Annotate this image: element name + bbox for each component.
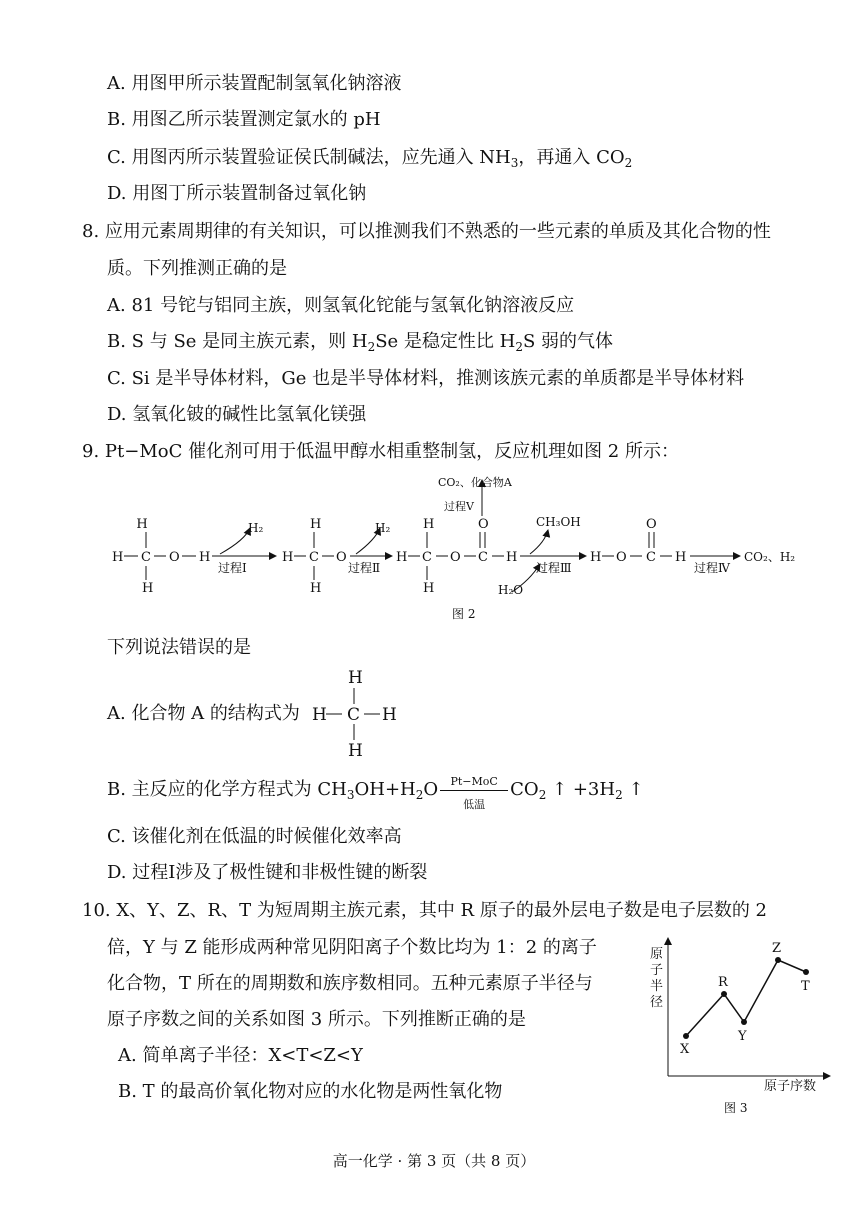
q9-option-b: B. 主反应的化学方程式为 $CH_3OH+H_2O$ Pt−MoC 低温 $CO_2$ ↑ $+3H_2$ ↑ bbox=[107, 775, 644, 811]
q7-option-b: B. 用图乙所示装置测定氯水的 pH bbox=[107, 109, 381, 130]
point-r-label: R bbox=[718, 975, 728, 990]
svg-text:H: H bbox=[396, 550, 408, 565]
q7-option-d: D. 用图丁所示装置制备过氧化钠 bbox=[107, 183, 367, 204]
compound-a-structure bbox=[312, 666, 402, 762]
atomic-radius-chart bbox=[646, 930, 846, 1120]
q9-option-c: C. 该催化剂在低温的时候催化效率高 bbox=[107, 826, 402, 847]
q9-option-a: A. 化合物 A 的结构式为 bbox=[107, 703, 300, 724]
final-product-label: CO₂、H₂ bbox=[744, 550, 796, 564]
svg-text:H: H bbox=[199, 550, 211, 565]
svg-text:半: 半 bbox=[650, 979, 664, 994]
svg-text:H: H bbox=[348, 741, 363, 761]
point-y-label: Y bbox=[738, 1029, 747, 1044]
svg-text:O: O bbox=[336, 550, 347, 565]
methanol-structure bbox=[112, 517, 210, 596]
q9-option-d: D. 过程Ⅰ涉及了极性键和非极性键的断裂 bbox=[107, 862, 428, 883]
svg-text:C: C bbox=[646, 550, 656, 565]
point-z-label: Z bbox=[772, 941, 782, 956]
step4-label: 过程Ⅳ bbox=[694, 561, 730, 575]
h2-label-2: H₂ bbox=[375, 521, 391, 535]
svg-text:H: H bbox=[590, 550, 602, 565]
step3-label: 过程Ⅲ bbox=[536, 561, 572, 575]
q10-option-a: A. 简单离子半径：X<T<Z<Y bbox=[118, 1045, 363, 1066]
svg-text:C: C bbox=[478, 550, 488, 565]
q9-stem: 9. Pt−MoC 催化剂可用于低温甲醇水相重整制氢，反应机理如图 2 所示： bbox=[82, 441, 679, 462]
q9-prompt: 下列说法错误的是 bbox=[107, 637, 251, 658]
figure3-caption: 图 3 bbox=[724, 1101, 748, 1115]
svg-text:H: H bbox=[310, 581, 322, 596]
h2-label-1: H₂ bbox=[248, 521, 264, 535]
step2-label: 过程Ⅱ bbox=[348, 561, 381, 575]
svg-text:H: H bbox=[136, 517, 148, 532]
svg-text:H: H bbox=[142, 581, 154, 596]
q10-stem-line3: 化合物，T 所在的周期数和族序数相同。五种元素原子半径与 bbox=[107, 973, 593, 994]
svg-text:O: O bbox=[169, 550, 180, 565]
point-x-label: X bbox=[680, 1042, 690, 1057]
svg-text:C: C bbox=[422, 550, 432, 565]
reaction-mechanism-diagram bbox=[100, 470, 820, 630]
svg-text:H: H bbox=[348, 668, 363, 688]
q7-option-a: A. 用图甲所示装置配制氢氧化钠溶液 bbox=[107, 73, 402, 94]
svg-text:原: 原 bbox=[650, 947, 664, 962]
q10-option-b: B. T 的最高价氧化物对应的水化物是两性氧化物 bbox=[118, 1081, 503, 1102]
q8-option-d: D. 氢氧化铍的碱性比氢氧化镁强 bbox=[107, 404, 367, 425]
q8-stem-line2: 质。下列推测正确的是 bbox=[107, 258, 287, 279]
svg-text:O: O bbox=[478, 517, 489, 532]
svg-text:径: 径 bbox=[650, 995, 664, 1010]
h2o-label: H₂O bbox=[498, 583, 524, 597]
svg-text:H: H bbox=[282, 550, 294, 565]
q8-option-a: A. 81 号铊与铝同主族，则氢氧化铊能与氢氧化钠溶液反应 bbox=[107, 295, 575, 316]
figure2-caption: 图 2 bbox=[452, 607, 476, 621]
top-product-label: CO₂、化合物A bbox=[438, 476, 512, 489]
svg-text:O: O bbox=[646, 517, 657, 532]
svg-text:H: H bbox=[506, 550, 518, 565]
point-t-label: T bbox=[801, 979, 810, 994]
svg-text:H: H bbox=[312, 705, 327, 725]
svg-text:H: H bbox=[310, 517, 322, 532]
svg-text:H: H bbox=[382, 705, 397, 725]
svg-text:子: 子 bbox=[650, 963, 664, 978]
svg-text:H: H bbox=[112, 550, 124, 565]
svg-text:C: C bbox=[347, 705, 361, 725]
y-axis-label bbox=[650, 947, 663, 1010]
svg-text:H: H bbox=[423, 517, 435, 532]
svg-text:C: C bbox=[141, 550, 151, 565]
x-axis-label: 原子序数 bbox=[764, 1079, 817, 1094]
q8-option-b: B. S 与 Se 是同主族元素，则 $H_2Se$ 是稳定性比 $H_2S$ 弱的气体 bbox=[107, 331, 614, 354]
q8-option-c: C. Si 是半导体材料，Ge 也是半导体材料，推测该族元素的单质都是半导体材料 bbox=[107, 368, 745, 389]
q10-stem-line1: 10. X、Y、Z、R、T 为短周期主族元素，其中 R 原子的最外层电子数是电子层数的 2 bbox=[82, 900, 767, 921]
ch3oh-label: CH₃OH bbox=[536, 515, 581, 529]
svg-text:O: O bbox=[450, 550, 461, 565]
step1-label: 过程Ⅰ bbox=[218, 561, 247, 575]
svg-text:O: O bbox=[616, 550, 627, 565]
q10-stem-line4: 原子序数之间的关系如图 3 所示。下列推断正确的是 bbox=[107, 1009, 526, 1030]
q7-option-c: C. 用图丙所示装置验证侯氏制碱法，应先通入 $NH_3$，再通入 $CO_2$ bbox=[107, 147, 633, 170]
svg-text:C: C bbox=[309, 550, 319, 565]
svg-text:H: H bbox=[675, 550, 687, 565]
q8-stem-line1: 8. 应用元素周期律的有关知识，可以推测我们不熟悉的一些元素的单质及其化合物的性 bbox=[82, 221, 771, 242]
step5-label: 过程Ⅴ bbox=[444, 500, 474, 513]
q10-stem-line2: 倍，Y 与 Z 能形成两种常见阴阳离子个数比均为 1：2 的离子 bbox=[107, 937, 597, 958]
svg-text:H: H bbox=[423, 581, 435, 596]
page-footer: 高一化学 · 第 3 页（共 8 页） bbox=[332, 1152, 536, 1170]
